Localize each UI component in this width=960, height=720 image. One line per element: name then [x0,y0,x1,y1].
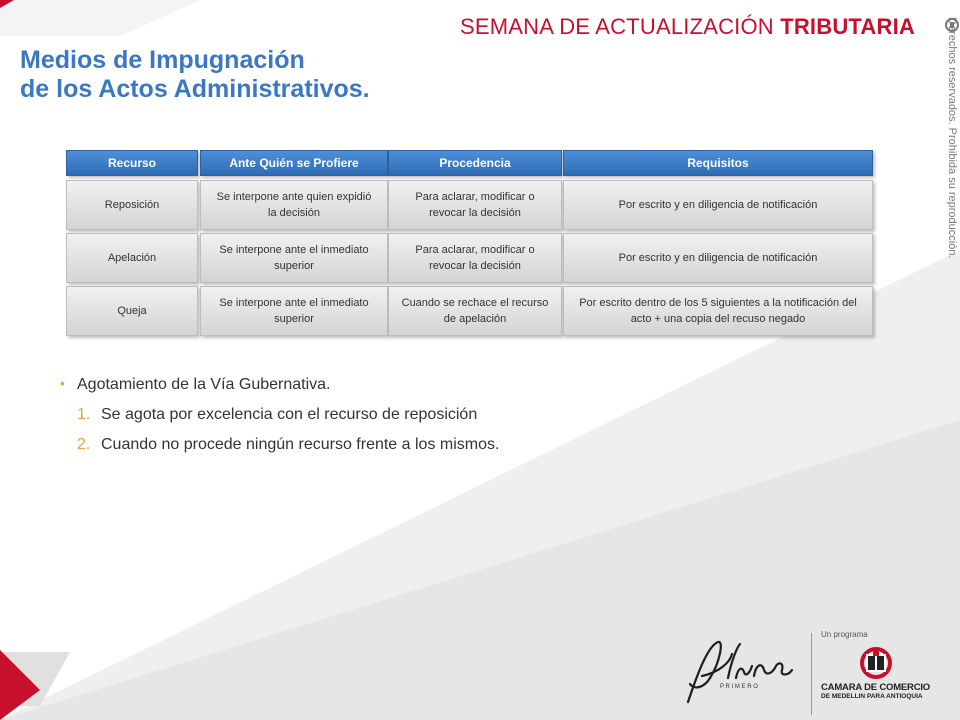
table-cell: Queja [66,286,198,336]
table-cell: Se interpone ante el inmediato superior [200,233,388,283]
camara-subtitle: DE MEDELLIN PARA ANTIOQUIA [821,693,923,700]
table-cell: Reposición [66,180,198,230]
copyright-text: Derechos reservados. Prohibida su reproducción. [946,17,958,259]
table-cell: Para aclarar, modificar o revocar la decisión [388,180,562,230]
table-header-requisitos: Requisitos [563,150,873,176]
table-cell: Por escrito y en diligencia de notificación [563,180,873,230]
table-header-recurso: Recurso [66,150,198,176]
table-cell: Cuando se rechace el recurso de apelación [388,286,562,336]
table-cell: Por escrito y en diligencia de notificación [563,233,873,283]
table-header-ante-quien: Ante Quién se Profiere [200,150,388,176]
table-cell: Por escrito dentro de los 5 siguientes a la notificación del acto + una copia del recuso negado [563,286,873,336]
title-line-1: Medios de Impugnación [20,46,305,74]
copyright-notice [945,18,959,288]
afiliado-primero-logo [680,632,810,712]
footer-divider [811,633,812,715]
camara-name: CAMARA DE COMERCIO [821,682,930,693]
event-brand-title: SEMANA DE ACTUALIZACIÓN TRIBUTARIA [460,14,915,39]
numbered-item: 2. Cuando no procede ningún recurso frente a los mismos. [77,436,500,453]
camara-emblem-icon [859,646,893,680]
numbered-item: 1. Se agota por excelencia con el recurso de reposición [77,406,478,423]
title-line-2: de los Actos Administrativos. [20,75,370,103]
camara-comercio-logo: Un programa CAMARA DE COMERCIO DE MEDELLIN PARA ANTIOQUIA [821,630,930,700]
table-cell: Se interpone ante el inmediato superior [200,286,388,336]
afiliado-sub-text: P R I M E R O [720,684,758,690]
table-cell: Se interpone ante quien expidió la decisión [200,180,388,230]
page-title [20,46,370,104]
table-cell: Para aclarar, modificar o revocar la decisión [388,233,562,283]
bullet-dot-icon: • [60,375,65,391]
table-header-procedencia: Procedencia [388,150,562,176]
table-cell: Apelación [66,233,198,283]
